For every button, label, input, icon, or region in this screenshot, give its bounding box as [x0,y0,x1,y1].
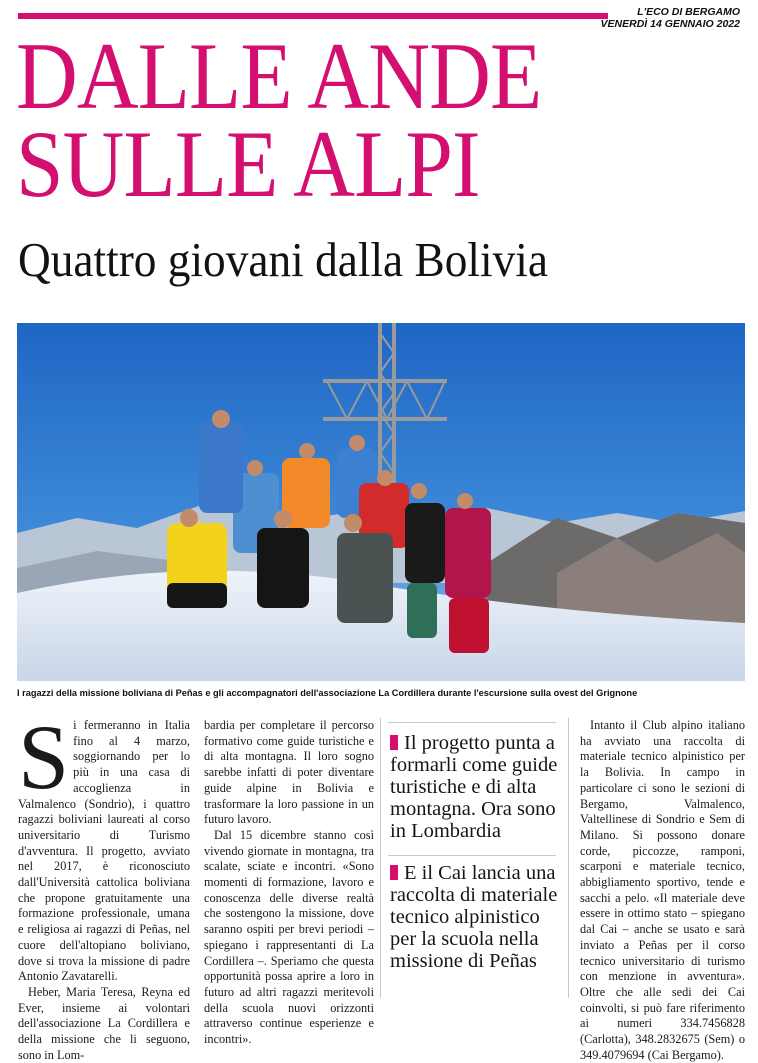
subtitle: Quattro giovani dalla Bolivia [18,232,548,287]
pullquote-rule [388,722,556,723]
paragraph: i fermeranno in Italia fino al 4 marzo, soggiornando per lo più in una casa di accoglienza in Valmalenco (Sondrio), i quattro ragazzi boliviani laureati al corso universitario di Turismo d'avventura. Il progetto, avviato nel 2017, è riconosciuto dall'Università cattolica boliviana che propone gratuitamente una formazione professionale, umana e religiosa ai ragazzi di Peñas, nel cuore dell'altopiano boliviano, dove si trova la missione di padre Antonio Zavatarelli. [18,718,190,984]
group-photo [17,323,745,681]
issue-date: VENERDÌ 14 GENNAIO 2022 [600,18,740,30]
masthead [601,6,740,30]
paragraph: bardia per completare il percorso formativo come guide turistiche e di alta montagna. Il loro sogno sarebbe infatti di poter diventare guide alpine in Bolivia e trasformare la loro passione in un futuro lavoro. [204,718,374,827]
dropcap: S [18,706,70,808]
pullquote-1 [390,732,565,842]
paragraph: Heber, Maria Teresa, Reyna ed Ever, insieme ai volontari dell'associazione La Cordillera e della missione che li seguono, sono in Lom- [18,984,190,1062]
paragraph: Intanto il Club alpino italiano ha avviato una raccolta di materiale tecnico alpinistico per la Bolivia. In campo in particolare ci sono le sezioni di Bergamo, Valmalenco, Valtellinese di Sondrio e Sem di Milano. Si possono donare corde, piccozze, ramponi, scarponi e materiale tecnico, abbigliamento sportivo, tende e sacchi a pelo. «Il materiale deve essere in ottimo stato – spiegano dal Cai – anche se usato e sarà inviato a Peñas per il corso tecnico universitario di turismo con menzione in avventura». Oltre che alle sedi dei Cai coinvolti, si può fare riferimento ai numeri 334.7456828 (Carlotta), 348.2832675 (Sem) o 349.4079694 (Cai Bergamo). [580,718,745,1062]
pullquote-text: Il progetto punta a formarli come guide turistiche e di alta montagna. Ora sono in Lombardia [390,732,558,842]
paragraph: Dal 15 dicembre stanno così vivendo giornate in montagna, tra scalate, sciate e incontri. «Sono momenti di formazione, lavoro e conoscenza delle diverse realtà che sostengono la missione, dove saranno ospiti per brevi periodi – spiegano i rappresentanti di La Cordillera –. Speriamo che questa opportunità possa aprire a loro in futuro ad altri ragazzi meritevoli della scuola nuovi orizzonti attraverso continue esperienze e incontri». [204,827,374,1047]
newspaper-name: L'ECO DI BERGAMO [637,6,740,18]
article-column-4 [580,718,745,1063]
pullquote-marker [390,735,398,750]
pullquote-text: E il Cai lancia una raccolta di materiale tecnico alpinistico per la scuola nella missione di Peñas [390,862,558,972]
pullquote-marker [390,865,398,880]
pullquote-rule [388,855,556,856]
column-divider [568,718,569,998]
top-accent-rule [18,13,608,19]
column-divider [380,718,381,998]
headline [16,23,542,217]
pullquote-2 [390,862,565,972]
article-column-1 [18,706,190,1063]
article-column-2 [204,718,374,1048]
headline-line-1: DALLE ANDE [16,23,542,129]
photo-caption: I ragazzi della missione boliviana di Peñas e gli accompagnatori dell'associazione La Cordillera durante l'escursione sulla ovest del Grignone [17,687,638,698]
headline-line-2: SULLE ALPI [16,111,480,217]
